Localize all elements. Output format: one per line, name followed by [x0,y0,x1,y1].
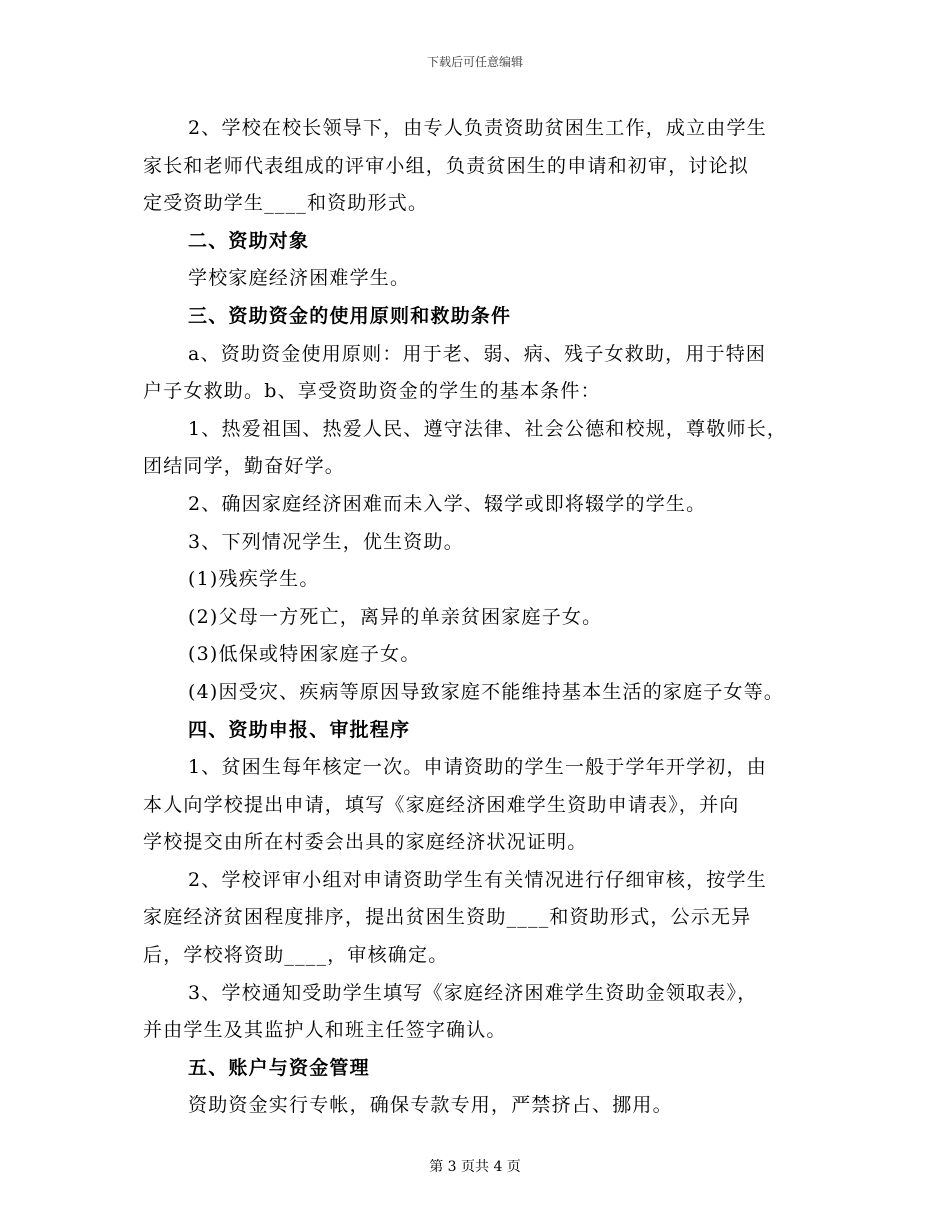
paragraph-line: (4)因受灾、疾病等原因导致家庭不能维持基本生活的家庭子女等。 [188,680,785,703]
paragraph-line: 2、学校评审小组对申请资助学生有关情况进行仔细审核，按学生 [188,868,767,891]
page-header-note: 下载后可任意编辑 [426,55,523,69]
section-heading: 二、资助对象 [188,229,310,252]
paragraph-line: 户子女救助。b、享受资助资金的学生的基本条件： [143,380,601,403]
page-number-footer: 第 3 页共 4 页 [429,1159,521,1175]
paragraph-line: 家庭经济贫困程度排序，提出贫困生资助____和资助形式，公示无异 [143,906,752,929]
paragraph-line: 2、学校在校长领导下，由专人负责资助贫困生工作，成立由学生 [188,117,767,139]
paragraph-line: (2)父母一方死亡，离异的单亲贫困家庭子女。 [188,605,603,628]
paragraph-line: 学校家庭经济困难学生。 [188,267,411,290]
paragraph-line: 1、热爱祖国、热爱人民、遵守法律、社会公德和校规，尊敬师长， [188,417,788,440]
paragraph-line: (3)低保或特困家庭子女。 [188,643,421,666]
paragraph-line: 3、下列情况学生，优生资助。 [188,530,464,553]
paragraph-line: a、资助资金使用原则：用于老、弱、病、残子女救助，用于特困 [188,342,767,365]
paragraph-line: 后，学校将资助____，审核确定。 [143,944,449,967]
paragraph-line: 定受资助学生____和资助形式。 [143,192,429,215]
paragraph-line: (1)残疾学生。 [188,568,320,591]
section-heading: 五、账户与资金管理 [188,1056,370,1079]
paragraph-line: 学校提交由所在村委会出具的家庭经济状况证明。 [143,831,588,854]
paragraph-line: 家长和老师代表组成的评审小组，负责贫困生的申请和初审，讨论拟 [143,154,750,177]
paragraph-line: 3、学校通知受助学生填写《家庭经济困难学生资助金领取表》， [188,981,758,1004]
section-heading: 四、资助申报、审批程序 [188,718,411,741]
paragraph-line: 本人向学校提出申请，填写《家庭经济困难学生资助申请表》，并向 [143,793,740,816]
paragraph-line: 1、贫困生每年核定一次。申请资助的学生一般于学年开学初，由 [188,756,767,779]
paragraph-line: 团结同学，勤奋好学。 [143,455,346,478]
section-heading: 三、资助资金的使用原则和救助条件 [188,304,512,327]
paragraph-line: 2、确因家庭经济困难而未入学、辍学或即将辍学的学生。 [188,492,707,515]
document-body [143,110,823,1125]
paragraph-line: 资助资金实行专帐，确保专款专用，严禁挤占、挪用。 [188,1094,673,1117]
paragraph-line: 并由学生及其监护人和班主任签字确认。 [143,1019,507,1042]
